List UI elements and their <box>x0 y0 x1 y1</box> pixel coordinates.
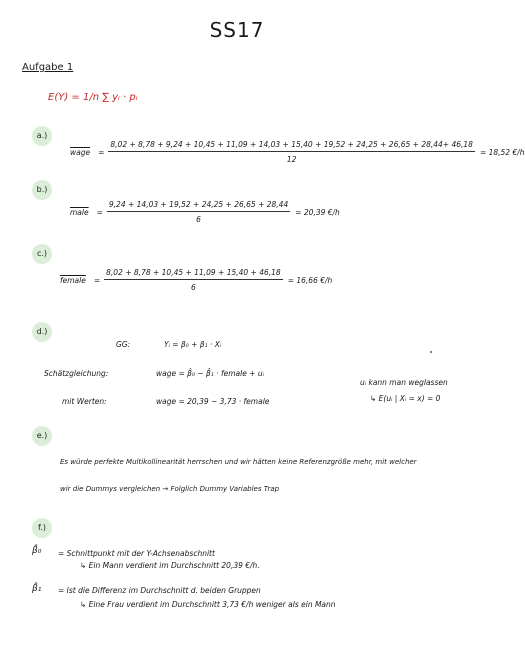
part-d-badge: d.) <box>32 322 52 342</box>
equals-sign: = <box>93 275 101 285</box>
note-error-term: uᵢ kann man weglassen <box>360 378 448 387</box>
part-b-fraction <box>107 200 290 224</box>
beta1-symbol: β̂₁ <box>32 584 42 594</box>
beta1-line-2: ↳ Eine Frau verdient im Durchschnitt 3,73 €/h weniger als ein Mann <box>80 600 336 609</box>
part-a-fraction <box>108 140 475 164</box>
part-c-lhs: female <box>60 275 86 285</box>
part-b-badge: b.) <box>32 180 52 200</box>
part-a-lhs: wage <box>70 147 91 157</box>
part-c-fraction <box>104 268 283 292</box>
werte-formula: wage = 20,39 − 3,73 · female <box>156 397 270 406</box>
expected-value-formula: E(Y) = 1/n ∑ yᵢ · pᵢ <box>48 92 138 103</box>
beta0-symbol: β̂₀ <box>32 546 42 556</box>
beta0-line-2: ↳ Ein Mann verdient im Durchschnitt 20,39 €/h. <box>80 561 260 570</box>
part-c-badge: c.) <box>32 244 52 264</box>
part-e-line-1: Es würde perfekte Multikollinearität herrschen und wir hätten keine Referenzgröße mehr, mit welcher <box>60 458 417 466</box>
part-a-badge: a.) <box>32 126 52 146</box>
gg-formula: Yᵢ = β₀ + β₁ · Xᵢ <box>164 340 222 349</box>
note-expectation: ↳ E(uᵢ | Xᵢ = x) = 0 <box>370 394 441 403</box>
equals-sign: = <box>96 207 103 217</box>
part-a-numerator: 8,02 + 8,78 + 9,24 + 10,45 + 11,09 + 14,03 + 15,40 + 19,52 + 24,25 + 26,65 + 28,44+ 46,18 <box>108 140 475 152</box>
pen-dot <box>430 351 432 353</box>
part-b-lhs: male <box>70 207 89 217</box>
gg-label: GG: <box>116 340 131 349</box>
part-f-badge: f.) <box>32 518 52 538</box>
part-c-result: = 16,66 €/h <box>287 275 333 285</box>
part-c-denominator: 6 <box>191 283 196 292</box>
part-c-numerator: 8,02 + 8,78 + 10,45 + 11,09 + 15,40 + 46,18 <box>104 268 283 280</box>
page-title: SS17 <box>209 18 265 42</box>
part-a-equation <box>70 140 525 164</box>
schaetz-formula: wage = β̂₀ − β̂₁ · female + uᵢ <box>156 369 264 378</box>
werte-label: mit Werten: <box>62 397 107 406</box>
part-c-equation <box>60 268 332 292</box>
part-b-result: = 20,39 €/h <box>295 207 340 217</box>
part-a-denominator: 12 <box>286 155 297 164</box>
part-b-numerator: 9,24 + 14,03 + 19,52 + 24,25 + 26,65 + 28,44 <box>107 200 290 212</box>
part-b-equation <box>70 200 340 224</box>
part-a-result: = 18,52 €/h <box>479 147 525 157</box>
part-b-denominator: 6 <box>196 215 201 224</box>
equals-sign: = <box>98 147 105 157</box>
part-e-line-2: wir die Dummys vergleichen → Folglich Dummy Variables Trap <box>60 485 280 493</box>
beta0-line-1: = Schnittpunkt mit der Y-Achsenabschnitt <box>58 549 215 558</box>
schaetz-label: Schätzgleichung: <box>44 369 109 378</box>
task-heading: Aufgabe 1 <box>22 62 74 73</box>
part-e-badge: e.) <box>32 426 52 446</box>
beta1-line-1: = Ist die Differenz im Durchschnitt d. beiden Gruppen <box>58 586 261 595</box>
